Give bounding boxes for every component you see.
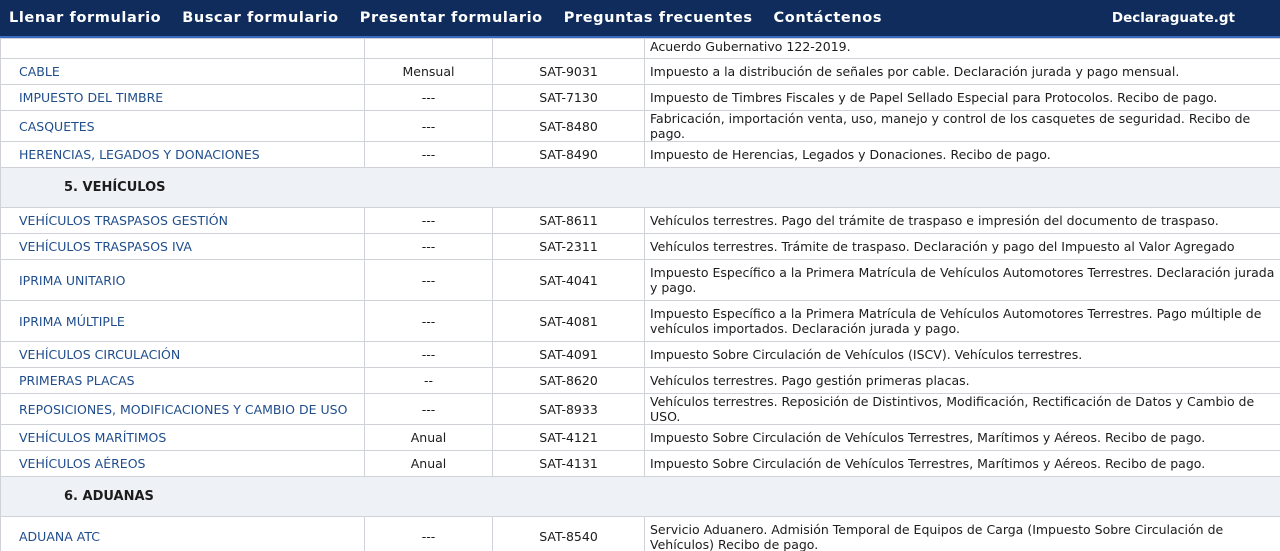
form-link-iprima-unitario[interactable]: IPRIMA UNITARIO [19,272,126,288]
nav-presentar-formulario[interactable]: Presentar formulario [359,10,543,26]
table-row [1,342,1280,368]
form-description-cell: Impuesto Específico a la Primera Matrícula de Vehículos Automotores Terrestres. Declaración jurada y pago. [645,260,1280,301]
section-header-aduanas [1,477,1280,517]
form-frequency-cell: Anual [365,425,493,451]
form-description-cell: Vehículos terrestres. Reposición de Distintivos, Modificación, Rectificación de Datos y Cambio de USO. [645,394,1280,425]
form-code-cell: SAT-4091 [493,342,645,368]
form-code-cell [493,39,645,59]
form-code-cell: SAT-8620 [493,368,645,394]
forms-table-wrap [0,38,1280,551]
form-code-cell: SAT-9031 [493,59,645,85]
forms-table [0,38,1280,551]
form-code-cell: SAT-8611 [493,208,645,234]
form-frequency-cell: -- [365,368,493,394]
form-description-cell: Impuesto Sobre Circulación de Vehículos Terrestres, Marítimos y Aéreos. Recibo de pago. [645,451,1280,477]
form-frequency-cell: --- [365,234,493,260]
form-name-cell [1,59,365,85]
form-code-cell: SAT-8490 [493,142,645,168]
form-frequency-cell: --- [365,394,493,425]
form-description-cell: Acuerdo Gubernativo 122-2019. [645,39,1280,59]
form-description-cell: Vehículos terrestres. Pago gestión primeras placas. [645,368,1280,394]
top-navbar [0,0,1280,38]
form-link-iprima-multiple[interactable]: IPRIMA MÚLTIPLE [19,313,125,329]
form-code-cell: SAT-8933 [493,394,645,425]
form-link-vehiculos-maritimos[interactable]: VEHÍCULOS MARÍTIMOS [19,430,167,445]
form-link-cable[interactable]: CABLE [19,64,60,79]
table-row [1,111,1280,142]
nav-contactenos[interactable]: Contáctenos [773,10,883,26]
form-name-cell [1,368,365,394]
form-name-cell [1,142,365,168]
form-name-cell [1,394,365,425]
form-name-cell [1,425,365,451]
table-row [1,59,1280,85]
form-code-cell: SAT-8540 [493,517,645,551]
form-frequency-cell: --- [365,85,493,111]
form-link-vehiculos-aereos[interactable]: VEHÍCULOS AÉREOS [19,456,146,471]
section-title: 5. VEHÍCULOS [1,168,1280,208]
form-link-reposiciones[interactable]: REPOSICIONES, MODIFICACIONES Y CAMBIO DE USO [19,401,348,417]
form-description-cell: Impuesto de Timbres Fiscales y de Papel Sellado Especial para Protocolos. Recibo de pago. [645,85,1280,111]
form-frequency-cell: Anual [365,451,493,477]
nav-llenar-formulario[interactable]: Llenar formulario [9,10,162,26]
table-row [1,208,1280,234]
form-description-cell: Fabricación, importación venta, uso, manejo y control de los casquetes de seguridad. Recibo de pago. [645,111,1280,142]
table-row [1,517,1280,551]
nav-links [0,10,903,26]
form-code-cell: SAT-4081 [493,301,645,342]
form-frequency-cell: --- [365,342,493,368]
table-row [1,260,1280,301]
table-row [1,85,1280,111]
form-frequency-cell: --- [365,208,493,234]
form-link-aduana-atc[interactable]: ADUANA ATC [19,529,100,544]
form-description-cell: Vehículos terrestres. Trámite de traspaso. Declaración y pago del Impuesto al Valor Agregado [645,234,1280,260]
form-code-cell: SAT-7130 [493,85,645,111]
form-name-cell [1,517,365,551]
form-description-cell: Impuesto Sobre Circulación de Vehículos Terrestres, Marítimos y Aéreos. Recibo de pago. [645,425,1280,451]
form-code-cell: SAT-4121 [493,425,645,451]
form-name-cell [1,208,365,234]
form-frequency-cell: --- [365,111,493,142]
form-name-cell [1,342,365,368]
form-link-casquetes[interactable]: CASQUETES [19,118,95,134]
form-name-cell [1,111,365,142]
form-code-cell: SAT-8480 [493,111,645,142]
form-frequency-cell: --- [365,301,493,342]
section-header-vehiculos [1,168,1280,208]
form-link-primeras-placas[interactable]: PRIMERAS PLACAS [19,373,135,388]
form-name-cell [1,39,365,59]
form-description-cell: Vehículos terrestres. Pago del trámite de traspaso e impresión del documento de traspaso. [645,208,1280,234]
form-name-cell [1,234,365,260]
form-frequency-cell: Mensual [365,59,493,85]
table-row [1,142,1280,168]
form-frequency-cell: --- [365,517,493,551]
brand-link[interactable]: Declaraguate.gt [1111,10,1235,26]
form-name-cell [1,260,365,301]
form-description-cell: Servicio Aduanero. Admisión Temporal de Equipos de Carga (Impuesto Sobre Circulación de Vehículos) Recibo de pago. [645,517,1280,551]
form-description-cell: Impuesto Sobre Circulación de Vehículos (ISCV). Vehículos terrestres. [645,342,1280,368]
form-name-cell [1,451,365,477]
form-code-cell: SAT-2311 [493,234,645,260]
form-link-traspasos-gestion[interactable]: VEHÍCULOS TRASPASOS GESTIÓN [19,213,228,228]
table-row [1,39,1280,59]
form-name-cell [1,85,365,111]
table-row [1,394,1280,425]
form-link-herencias[interactable]: HERENCIAS, LEGADOS Y DONACIONES [19,147,260,162]
section-title: 6. ADUANAS [1,477,1280,517]
table-row [1,368,1280,394]
table-row [1,451,1280,477]
form-frequency-cell: --- [365,142,493,168]
form-description-cell: Impuesto a la distribución de señales por cable. Declaración jurada y pago mensual. [645,59,1280,85]
form-frequency-cell [365,39,493,59]
table-row [1,425,1280,451]
table-row [1,301,1280,342]
form-link-vehiculos-circulacion[interactable]: VEHÍCULOS CIRCULACIÓN [19,347,181,362]
form-link-traspasos-iva[interactable]: VEHÍCULOS TRASPASOS IVA [19,239,192,254]
form-name-cell [1,301,365,342]
form-code-cell: SAT-4131 [493,451,645,477]
nav-buscar-formulario[interactable]: Buscar formulario [182,10,339,26]
form-link-impuesto-timbre[interactable]: IMPUESTO DEL TIMBRE [19,90,164,105]
form-code-cell: SAT-4041 [493,260,645,301]
form-description-cell: Impuesto de Herencias, Legados y Donaciones. Recibo de pago. [645,142,1280,168]
form-description-cell: Impuesto Específico a la Primera Matrícula de Vehículos Automotores Terrestres. Pago múltiple de vehículos importados. Declaración jurada y pago. [645,301,1280,342]
form-frequency-cell: --- [365,260,493,301]
nav-preguntas-frecuentes[interactable]: Preguntas frecuentes [563,10,753,26]
table-row [1,234,1280,260]
